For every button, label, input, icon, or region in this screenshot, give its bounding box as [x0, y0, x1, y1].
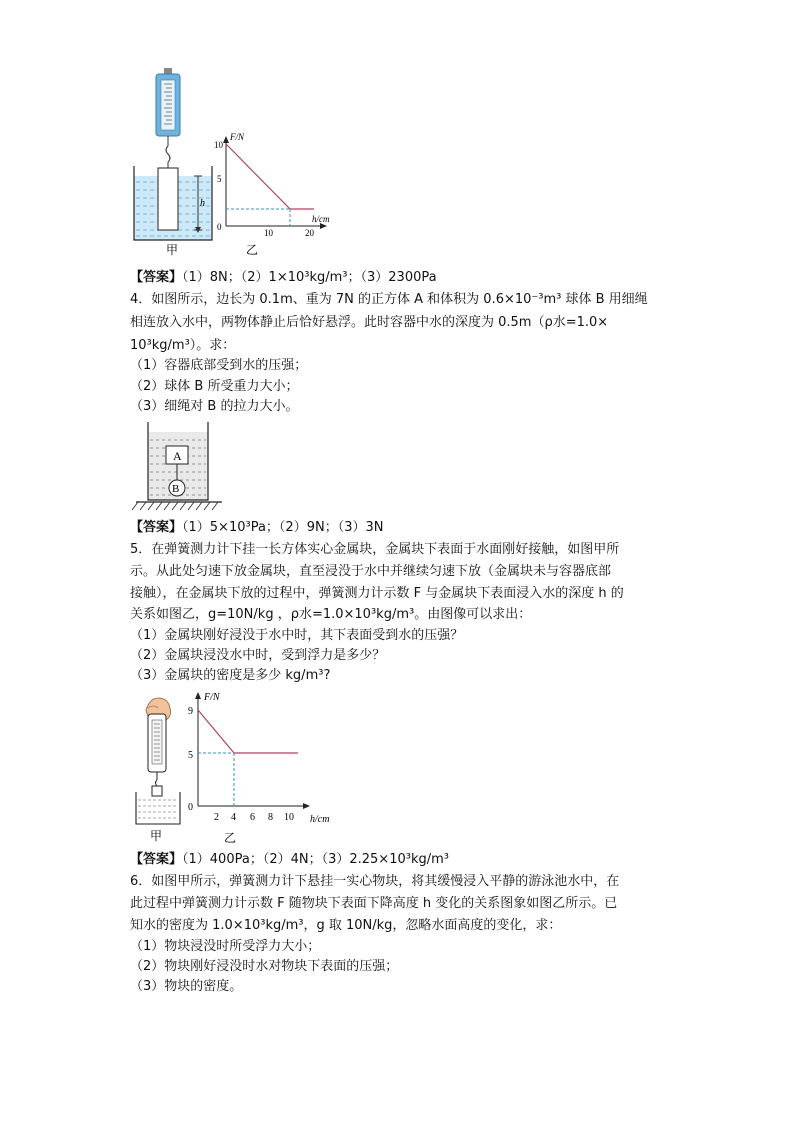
- q5-line-4: 关系如图乙，g=10N/kg ，ρ水=1.0×10³kg/m³。由图像可以求出：: [130, 607, 532, 622]
- q5-line-3: 接触），在金属块下放的过程中，弹簧测力计示数 F 与金属块下表面浸入水的深度 h 的: [130, 586, 624, 601]
- figure-q5-svg: [130, 688, 350, 848]
- q6-line-4: （1）物块浸没时所受浮力大小；: [130, 939, 321, 954]
- jia-label: 甲: [166, 243, 179, 257]
- graph-q5-ytick-0: 0: [188, 802, 193, 813]
- q4-line-2: 相连放入水中，两物体静止后恰好悬浮。此时容器中水的深度为 0.5m（ρ水=1.0×: [130, 315, 609, 330]
- graph-q5-ytick-9: 9: [188, 706, 193, 717]
- q5-yi-label: 乙: [224, 831, 237, 845]
- q4-line-4: （1）容器底部受到水的压强；: [130, 358, 308, 373]
- graph-q5-xlabel: h/cm: [310, 814, 330, 825]
- graph-q5-ylabel: F/N: [204, 692, 220, 703]
- graph-q3-xtick-20: 20: [305, 228, 314, 238]
- figure-q4-svg: [128, 420, 228, 512]
- q6-line-5: （2）物块刚好浸没时水对物块下表面的压强；: [130, 959, 399, 974]
- answer-text: （1）400Pa；（2）4N；（3）2.25×10³kg/m³: [182, 852, 449, 867]
- graph-q5-xtick-4: 4: [231, 812, 236, 823]
- graph-q3-ylabel: F/N: [230, 132, 245, 142]
- answer-tag: 【答案】: [130, 520, 183, 535]
- q6-line-6: （3）物块的密度。: [130, 979, 243, 994]
- ball-b-label: B: [172, 483, 180, 495]
- graph-q5-ytick-5: 5: [188, 750, 193, 761]
- answer-text: （1）8N；（2）1×10³kg/m³；（3）2300Pa: [182, 270, 437, 285]
- q4-line-5: （2）球体 B 所受重力大小；: [130, 379, 299, 394]
- q5-line-7: （3）金属块的密度是多少 kg/m³?: [130, 668, 331, 683]
- yi-label: 乙: [246, 243, 259, 257]
- q6-line-1: 6．如图甲所示，弹簧测力计下悬挂一实心物块，将其缓慢浸入平静的游泳池水中，在: [130, 874, 620, 889]
- q6-line-3: 知水的密度为 1.0×10³kg/m³，g 取 10N/kg，忽略水面高度的变化，求：: [130, 918, 562, 933]
- graph-q3-xlabel: h/cm: [312, 214, 330, 224]
- q5-line-5: （1）金属块刚好浸没于水中时，其下表面受到水的压强？: [130, 628, 464, 643]
- answer-tag: 【答案】: [130, 852, 183, 867]
- answer-5: [130, 850, 449, 870]
- answer-4: [130, 518, 383, 538]
- answer-3: [130, 268, 437, 288]
- beaker-icon: [136, 792, 180, 824]
- q4-line-6: （3）细绳对 B 的拉力大小。: [130, 399, 299, 414]
- graph-q5-xtick-8: 8: [268, 812, 273, 823]
- graph-q3-ytick-5: 5: [217, 174, 222, 184]
- graph-q3-slope-line: [226, 144, 290, 209]
- graph-q3-ytick-10: 10: [214, 140, 223, 150]
- graph-q3-ytick-0: 0: [217, 222, 222, 232]
- graph-q3: [214, 132, 330, 238]
- graph-q5-xtick-2: 2: [214, 812, 219, 823]
- q5-line-6: （2）金属块浸没水中时，受到浮力是多少？: [130, 648, 386, 663]
- spring-scale-icon: [156, 68, 180, 162]
- q5-jia-label: 甲: [150, 829, 163, 843]
- figure-q3-svg: [128, 68, 358, 260]
- q4-line-1: 4．如图所示，边长为 0.1m、重为 7N 的正方体 A 和体积为 0.6×10⁻³m³ 球体 B 用细绳: [130, 292, 648, 307]
- h-label: h: [200, 198, 205, 209]
- figure-q5: [130, 688, 350, 848]
- figure-q3: [128, 68, 358, 260]
- q5-line-1: 5．在弹簧测力计下挂一长方体实心金属块，金属块下表面于水面刚好接触，如图甲所: [130, 542, 620, 557]
- q4-line-3: 10³kg/m³）。求：: [130, 338, 236, 353]
- graph-q5: [188, 692, 329, 825]
- box-a-label: A: [173, 449, 182, 463]
- graph-q5-xtick-10: 10: [284, 812, 294, 823]
- graph-q5-xtick-6: 6: [250, 812, 255, 823]
- answer-tag: 【答案】: [130, 270, 183, 285]
- spring-scale-icon: [148, 714, 166, 796]
- graph-q5-slope-line: [198, 710, 234, 753]
- figure-q4: [128, 420, 228, 512]
- q6-line-2: 此过程中弹簧测力计示数 F 随物块下表面下降高度 h 变化的关系图象如图乙所示。已: [130, 896, 618, 911]
- q5-line-2: 示。从此处匀速下放金属块，直至浸没于水中并继续匀速下放（金属块未与容器底部: [130, 564, 612, 579]
- graph-q3-xtick-10: 10: [264, 228, 273, 238]
- answer-text: （1）5×10³Pa；（2）9N；（3）3N: [182, 520, 384, 535]
